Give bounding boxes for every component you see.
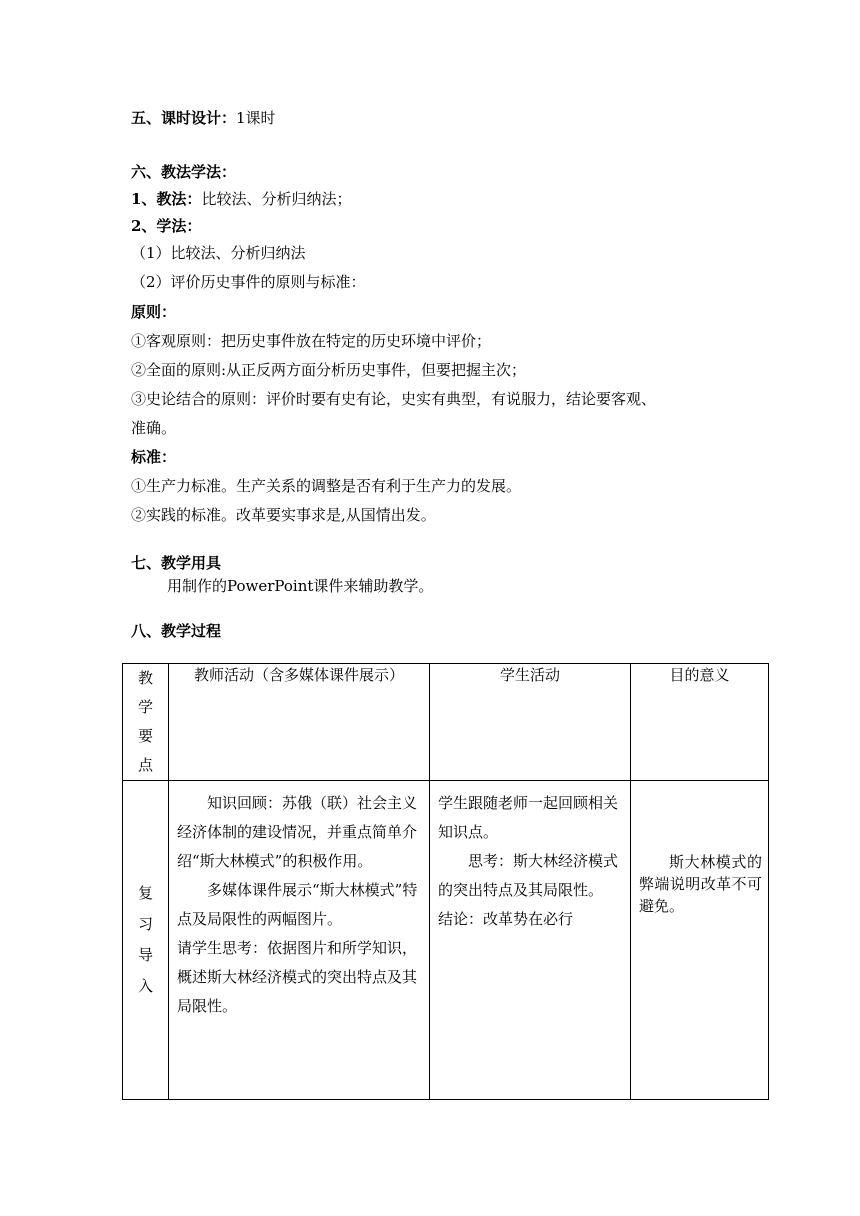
student-paragraph: 学生跟随老师一起回顾相关知识点。 [438,794,619,841]
teach-method-label: 1、教法： [131,190,202,208]
section-5-heading: 五、课时设计： [131,109,237,127]
student-paragraph: 结论：改革势在必行 [438,910,574,928]
teach-method [131,189,351,209]
principle-label: 原则： [131,303,177,321]
teacher-paragraph: 多媒体课件展示“斯大林模式”特点及局限性的两幅图片。 [177,881,418,928]
standard-2: ②实践的标准。改革要实事求是,从国情出发。 [131,506,436,524]
header-teacher-activity: 教师活动（含多媒体课件展示） [169,664,430,781]
row-key-char: 复 [137,884,153,902]
section-7-heading: 七、教学用具 [131,554,222,572]
section-8-heading: 八、教学过程 [131,622,222,640]
row-teacher-activity [169,781,430,1100]
row-key-char: 习 [137,915,153,933]
row-key-char: 入 [137,977,153,995]
standard-1: ①生产力标准。生产关系的调整是否有利于生产力的发展。 [131,477,522,495]
row-student-activity [430,781,631,1100]
standard-label: 标准： [131,448,177,466]
section-6-heading: 六、教法学法： [131,163,237,181]
purpose-text: 斯大林模式的弊端说明改革不可避免。 [639,853,762,915]
row-key-point [123,781,169,1100]
learn-item-2: （2）评价历史事件的原则与标准： [131,273,366,291]
row-purpose [631,781,769,1100]
header-key-char: 点 [137,756,153,774]
principle-1: ①客观原则：把历史事件放在特定的历史环境中评价； [131,332,492,350]
header-key-char: 教 [137,669,153,687]
teacher-paragraph: 知识回顾：苏俄（联）社会主义经济体制的建设情况，并重点简单介绍“斯大林模式”的积极作用。 [177,794,418,870]
learn-method-label: 2、学法： [131,217,202,235]
header-key-point [123,664,169,781]
principle-3-cont: 准确。 [131,419,177,437]
row-key-char: 导 [137,946,153,964]
teacher-paragraph: 请学生思考：依据图片和所学知识，概述斯大林经济模式的突出特点及其局限性。 [177,939,418,1015]
table-row [123,781,769,1100]
section-7-text: 用制作的PowerPoint课件来辅助教学。 [167,577,434,595]
principle-3: ③史论结合的原则：评价时要有史有论，史实有典型，有说服力，结论要客观、 [131,390,657,408]
table-header-row [123,664,769,781]
header-purpose: 目的意义 [631,664,769,781]
section-5-value: 1课时 [236,109,276,127]
teach-method-value: 比较法、分析归纳法； [201,190,352,208]
learn-item-1: （1）比较法、分析归纳法 [131,244,306,262]
header-student-activity: 学生活动 [430,664,631,781]
header-key-char: 要 [137,727,153,745]
teaching-process-table [122,663,769,1100]
student-paragraph: 思考：斯大林经济模式的突出特点及其局限性。 [438,852,619,899]
header-key-char: 学 [137,698,153,716]
section-5 [131,108,276,128]
principle-2: ②全面的原则:从正反两方面分析历史事件，但要把握主次； [131,361,527,379]
